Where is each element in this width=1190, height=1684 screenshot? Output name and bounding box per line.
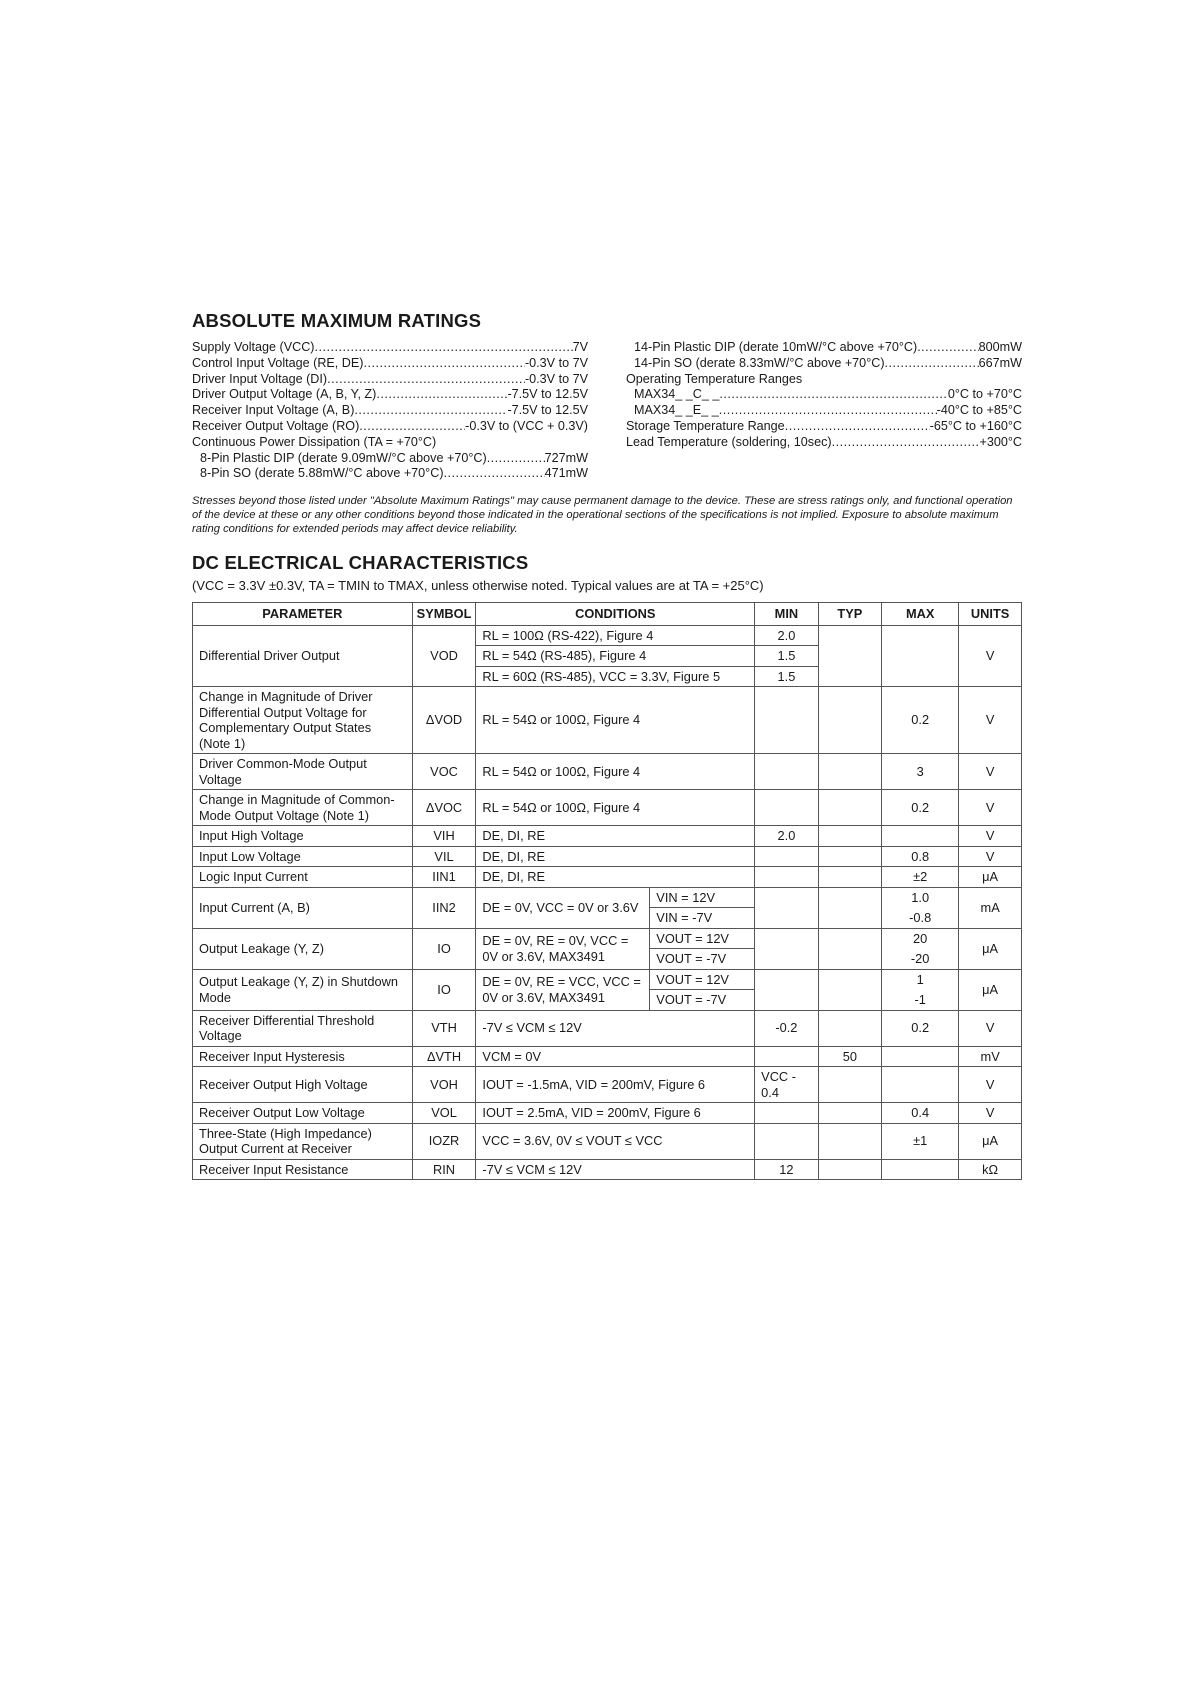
table-row (193, 887, 1022, 908)
table-cell: IO (412, 969, 476, 1010)
table-cell: IOUT = 2.5mA, VID = 200mV, Figure 6 (476, 1103, 755, 1124)
header-typ: TYP (818, 603, 881, 626)
table-cell: Receiver Input Hysteresis (193, 1046, 413, 1067)
rating-row: 8-Pin SO (derate 5.88mW/°C above +70°C) ..... 471mW (192, 466, 588, 482)
table-cell: Output Leakage (Y, Z) in Shutdown Mode (193, 969, 413, 1010)
dc-characteristics-table (192, 602, 1022, 1180)
rating-row: 14-Pin Plastic DIP (derate 10mW/°C above +70°C) ..... 800mW (626, 340, 1022, 356)
table-cell: V (959, 754, 1022, 790)
dc-conditions: (VCC = 3.3V ±0.3V, TA = TMIN to TMAX, unless otherwise noted. Typical values are at TA = +25°C) (192, 578, 764, 594)
table-cell: Output Leakage (Y, Z) (193, 928, 413, 969)
rating-row: Operating Temperature Ranges (626, 371, 803, 386)
table-cell: VCM = 0V (476, 1046, 755, 1067)
table-cell: VOUT = 12V (650, 928, 755, 949)
table-cell: RL = 100Ω (RS-422), Figure 4 (476, 625, 755, 646)
rating-row: MAX34_ _E_ _ ..... -40°C to +85°C (626, 403, 1022, 419)
header-parameter: PARAMETER (193, 603, 413, 626)
table-cell: 12 (755, 1159, 819, 1180)
table-cell: Receiver Output High Voltage (193, 1067, 413, 1103)
ratings-right-column (626, 340, 1022, 482)
rating-row: Receiver Input Voltage (A, B) ..... -7.5V to 12.5V (192, 403, 588, 419)
table-cell: ±2 (882, 867, 959, 888)
table-cell: 1.0 (882, 887, 959, 908)
header-conditions: CONDITIONS (476, 603, 755, 626)
table-cell: -0.2 (755, 1010, 819, 1046)
table-cell: VIN = 12V (650, 887, 755, 908)
table-cell: VTH (412, 1010, 476, 1046)
rating-row: Receiver Output Voltage (RO) ..... -0.3V to (VCC + 0.3V) (192, 419, 588, 435)
abs-max-title: ABSOLUTE MAXIMUM RATINGS (192, 310, 482, 331)
table-cell: 1 (882, 969, 959, 990)
table-row (193, 867, 1022, 888)
table-cell: μA (959, 867, 1022, 888)
table-cell: Receiver Output Low Voltage (193, 1103, 413, 1124)
table-cell: VOC (412, 754, 476, 790)
header-min: MIN (755, 603, 819, 626)
table-cell: kΩ (959, 1159, 1022, 1180)
table-cell: Receiver Input Resistance (193, 1159, 413, 1180)
table-cell: V (959, 846, 1022, 867)
table-cell: RL = 54Ω (RS-485), Figure 4 (476, 646, 755, 667)
table-cell: Receiver Differential Threshold Voltage (193, 1010, 413, 1046)
rating-row: Continuous Power Dissipation (TA = +70°C) (192, 434, 437, 449)
table-cell: -0.8 (882, 908, 959, 929)
table-cell: -20 (882, 949, 959, 970)
table-cell: -7V ≤ VCM ≤ 12V (476, 1010, 755, 1046)
table-cell: IOZR (412, 1123, 476, 1159)
header-max: MAX (882, 603, 959, 626)
table-cell: RL = 54Ω or 100Ω, Figure 4 (476, 687, 755, 754)
table-cell: ±1 (882, 1123, 959, 1159)
table-row (193, 1103, 1022, 1124)
table-cell: Logic Input Current (193, 867, 413, 888)
table-cell: VOUT = -7V (650, 949, 755, 970)
table-cell: VOL (412, 1103, 476, 1124)
table-cell: 1.5 (755, 646, 819, 667)
table-row (193, 846, 1022, 867)
table-cell: Change in Magnitude of Common-Mode Output Voltage (Note 1) (193, 790, 413, 826)
abs-max-ratings (192, 340, 1022, 482)
table-cell: 50 (818, 1046, 881, 1067)
table-cell: -7V ≤ VCM ≤ 12V (476, 1159, 755, 1180)
table-cell: mA (959, 887, 1022, 928)
table-cell: μA (959, 969, 1022, 1010)
table-row (193, 1046, 1022, 1067)
table-cell: VOUT = -7V (650, 990, 755, 1011)
table-cell: Differential Driver Output (193, 625, 413, 687)
table-cell: 0.2 (882, 1010, 959, 1046)
table-cell: mV (959, 1046, 1022, 1067)
table-cell: 1.5 (755, 666, 819, 687)
table-cell: V (959, 826, 1022, 847)
table-cell: Input Current (A, B) (193, 887, 413, 928)
table-cell: V (959, 1010, 1022, 1046)
table-cell: 2.0 (755, 826, 819, 847)
table-cell: VCC = 3.6V, 0V ≤ VOUT ≤ VCC (476, 1123, 755, 1159)
table-cell: DE, DI, RE (476, 846, 755, 867)
table-row (193, 1159, 1022, 1180)
table-cell: VIN = -7V (650, 908, 755, 929)
table-row (193, 754, 1022, 790)
table-row (193, 969, 1022, 990)
rating-row: Supply Voltage (VCC) ..... 7V (192, 340, 588, 356)
table-row (193, 1123, 1022, 1159)
ratings-left-column (192, 340, 588, 482)
rating-row: Driver Input Voltage (DI) ..... -0.3V to 7V (192, 372, 588, 388)
datasheet-page (192, 310, 1022, 1180)
table-cell: V (959, 625, 1022, 687)
table-cell: Driver Common-Mode Output Voltage (193, 754, 413, 790)
table-cell: V (959, 790, 1022, 826)
header-symbol: SYMBOL (412, 603, 476, 626)
table-cell: 0.8 (882, 846, 959, 867)
table-row (193, 790, 1022, 826)
table-row (193, 1067, 1022, 1103)
table-cell: V (959, 687, 1022, 754)
rating-row: MAX34_ _C_ _ ..... 0°C to +70°C (626, 387, 1022, 403)
table-cell: VOD (412, 625, 476, 687)
table-row (193, 1010, 1022, 1046)
table-cell: IIN2 (412, 887, 476, 928)
table-cell: 3 (882, 754, 959, 790)
rating-row: 14-Pin SO (derate 8.33mW/°C above +70°C) ..... 667mW (626, 356, 1022, 372)
table-cell: RIN (412, 1159, 476, 1180)
rating-row: Driver Output Voltage (A, B, Y, Z) ..... -7.5V to 12.5V (192, 387, 588, 403)
table-cell: V (959, 1103, 1022, 1124)
table-cell: RL = 54Ω or 100Ω, Figure 4 (476, 790, 755, 826)
table-cell: RL = 54Ω or 100Ω, Figure 4 (476, 754, 755, 790)
table-row (193, 928, 1022, 949)
table-cell: VIL (412, 846, 476, 867)
table-cell: DE = 0V, VCC = 0V or 3.6V (476, 887, 650, 928)
table-cell: VOH (412, 1067, 476, 1103)
table-cell: VOUT = 12V (650, 969, 755, 990)
table-cell: 0.4 (882, 1103, 959, 1124)
table-row (193, 687, 1022, 754)
table-cell: VIH (412, 826, 476, 847)
table-cell: RL = 60Ω (RS-485), VCC = 3.3V, Figure 5 (476, 666, 755, 687)
table-row (193, 826, 1022, 847)
rating-row: Lead Temperature (soldering, 10sec) ..... +300°C (626, 435, 1022, 451)
table-cell: V (959, 1067, 1022, 1103)
rating-row: 8-Pin Plastic DIP (derate 9.09mW/°C above +70°C) ..... 727mW (192, 451, 588, 467)
table-cell: 0.2 (882, 790, 959, 826)
table-cell: VCC - 0.4 (755, 1067, 819, 1103)
table-cell: μA (959, 928, 1022, 969)
table-cell: 2.0 (755, 625, 819, 646)
table-cell: Input Low Voltage (193, 846, 413, 867)
table-cell: 20 (882, 928, 959, 949)
table-cell: 0.2 (882, 687, 959, 754)
table-cell: IOUT = -1.5mA, VID = 200mV, Figure 6 (476, 1067, 755, 1103)
table-cell: DE = 0V, RE = VCC, VCC = 0V or 3.6V, MAX3491 (476, 969, 650, 1010)
table-cell: DE, DI, RE (476, 826, 755, 847)
table-cell: DE = 0V, RE = 0V, VCC = 0V or 3.6V, MAX3491 (476, 928, 650, 969)
table-cell: μA (959, 1123, 1022, 1159)
stress-note: Stresses beyond those listed under "Absolute Maximum Ratings" may cause permanent damage to the device. These are stress ratings only, and functional operation of the device at these or any other conditions beyond those indicated in the operational sections of the specifications is not implied. Exposure to absolute maximum rating conditions for extended periods may affect device reliability. (192, 495, 1013, 536)
table-cell: -1 (882, 990, 959, 1011)
table-cell: IIN1 (412, 867, 476, 888)
table-row (193, 625, 1022, 646)
table-header-row (193, 603, 1022, 626)
rating-row: Storage Temperature Range ..... -65°C to +160°C (626, 419, 1022, 435)
table-cell: Three-State (High Impedance) Output Current at Receiver (193, 1123, 413, 1159)
dc-title: DC ELECTRICAL CHARACTERISTICS (192, 552, 529, 574)
table-cell: Change in Magnitude of Driver Differential Output Voltage for Complementary Output States (Note 1) (193, 687, 413, 754)
table-cell: IO (412, 928, 476, 969)
header-units: UNITS (959, 603, 1022, 626)
table-cell: Input High Voltage (193, 826, 413, 847)
table-cell: DE, DI, RE (476, 867, 755, 888)
table-cell: ΔVOC (412, 790, 476, 826)
table-cell: ΔVOD (412, 687, 476, 754)
rating-row: Control Input Voltage (RE, DE) ..... -0.3V to 7V (192, 356, 588, 372)
table-cell: ΔVTH (412, 1046, 476, 1067)
